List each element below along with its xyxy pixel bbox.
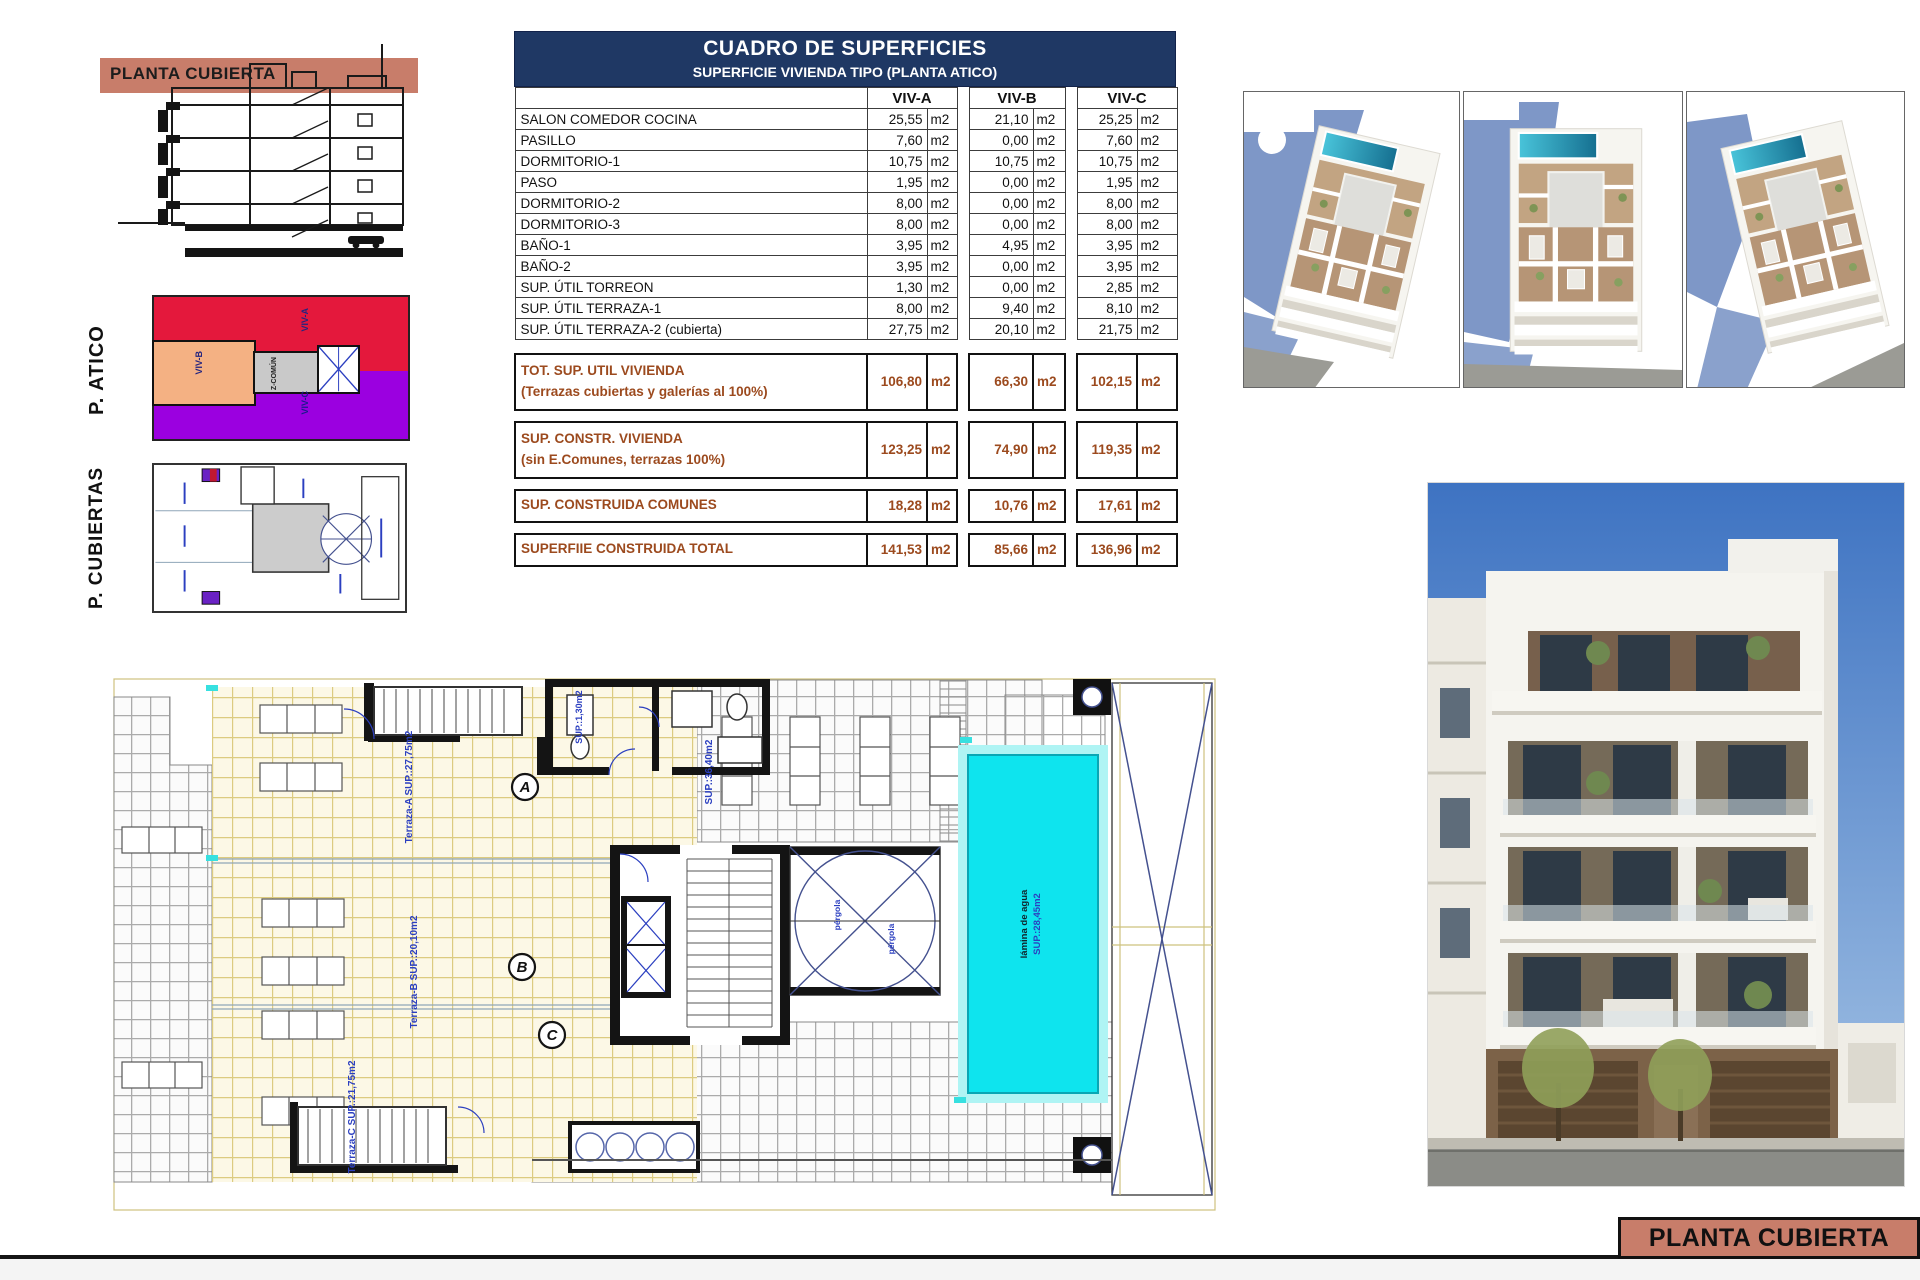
- spacer: [969, 478, 1033, 490]
- letter-a: A: [519, 779, 531, 796]
- value-viv-a: 3,95: [867, 256, 927, 277]
- value-viv-b: 20,10: [969, 319, 1033, 340]
- col-gap: [957, 130, 969, 151]
- label-terraza-b: Terraza-B SUP.:20,10m2: [409, 915, 420, 1029]
- stair-x-icon: [319, 347, 358, 391]
- col-header-viv-c: VIV-C: [1077, 88, 1177, 109]
- col-gap: [957, 172, 969, 193]
- spacer: [927, 522, 957, 534]
- col-gap: [1065, 214, 1077, 235]
- row-label: DORMITORIO-2: [515, 193, 867, 214]
- value-viv-a: 1,30: [867, 277, 927, 298]
- col-gap: [957, 319, 969, 340]
- col-gap: [1065, 319, 1077, 340]
- row-label: SALON COMEDOR COCINA: [515, 109, 867, 130]
- aerial-render-2: [1463, 91, 1683, 388]
- col-gap: [957, 298, 969, 319]
- table-header: [514, 31, 1176, 87]
- value-viv-c: 21,75: [1077, 319, 1137, 340]
- section-windows: [358, 114, 372, 223]
- unit-viv-c: m2: [1137, 277, 1177, 298]
- col-gap: [1065, 490, 1077, 522]
- col-gap: [957, 422, 969, 478]
- value-viv-a: 8,00: [867, 214, 927, 235]
- spacer: [927, 410, 957, 422]
- surface-table: [514, 31, 1176, 567]
- label-solarium: SUP.:36,40m2: [704, 739, 715, 805]
- spacer: [867, 522, 927, 534]
- value-viv-b: 0,00: [969, 256, 1033, 277]
- total-label: TOT. SUP. UTIL VIVIENDA (Terrazas cubiertas y galerías al 100%): [515, 354, 867, 410]
- total-unit-c: m2: [1137, 422, 1177, 478]
- col-gap: [1065, 193, 1077, 214]
- unit-viv-a: m2: [927, 298, 957, 319]
- col-gap: [957, 109, 969, 130]
- total-unit-a: m2: [927, 354, 957, 410]
- pool-label-area: SUP.:28,45m2: [1032, 893, 1043, 955]
- cubiertas-plan-title: P. CUBIERTAS: [86, 466, 107, 610]
- value-viv-c: 10,75: [1077, 151, 1137, 172]
- total-label: SUP. CONSTRUIDA COMUNES: [515, 490, 867, 522]
- label-viv-a: VIV-A: [300, 308, 311, 332]
- unit-viv-c: m2: [1137, 151, 1177, 172]
- unit-viv-a: m2: [927, 277, 957, 298]
- spacer: [957, 410, 969, 422]
- spacer: [515, 522, 867, 534]
- unit-viv-b: m2: [1033, 319, 1065, 340]
- total-viv-c: 136,96: [1077, 534, 1137, 566]
- total-viv-a: 141,53: [867, 534, 927, 566]
- unit-viv-a: m2: [927, 256, 957, 277]
- col-gap: [957, 214, 969, 235]
- total-unit-c: m2: [1137, 490, 1177, 522]
- label-terraza-c: Terraza-C SUP.:21,75m2: [347, 1060, 358, 1174]
- col-gap: [1065, 277, 1077, 298]
- col-gap: [957, 193, 969, 214]
- row-label: SUP. ÚTIL TERRAZA-2 (cubierta): [515, 319, 867, 340]
- spacer: [969, 340, 1033, 354]
- spacer: [1137, 340, 1177, 354]
- row-label: BAÑO-2: [515, 256, 867, 277]
- value-viv-a: 8,00: [867, 298, 927, 319]
- planta-cubierta-band-label: PLANTA CUBIERTA: [110, 64, 276, 83]
- pool-label-name: lámina de agua: [1019, 889, 1030, 959]
- row-label: BAÑO-1: [515, 235, 867, 256]
- central-core: [610, 845, 790, 1045]
- letter-c: C: [546, 1027, 558, 1044]
- col-gap: [957, 235, 969, 256]
- unit-viv-c: m2: [1137, 319, 1177, 340]
- spacer: [1137, 410, 1177, 422]
- spacer: [1077, 522, 1137, 534]
- value-viv-c: 3,95: [1077, 235, 1137, 256]
- total-viv-b: 66,30: [969, 354, 1033, 410]
- pergola-label-2: pérgola: [886, 923, 896, 955]
- col-gap: [957, 354, 969, 410]
- value-viv-c: 3,95: [1077, 256, 1137, 277]
- spacer: [927, 340, 957, 354]
- spacer: [957, 340, 969, 354]
- spacer: [969, 410, 1033, 422]
- spacer: [515, 410, 867, 422]
- col-gap: [1065, 88, 1077, 109]
- total-viv-a: 106,80: [867, 354, 927, 410]
- total-unit-b: m2: [1033, 534, 1065, 566]
- row-label: SUP. ÚTIL TORREON: [515, 277, 867, 298]
- col-gap: [1065, 151, 1077, 172]
- spacer: [1065, 522, 1077, 534]
- col-gap: [957, 256, 969, 277]
- total-unit-a: m2: [927, 534, 957, 566]
- col-gap: [1065, 172, 1077, 193]
- spacer: [867, 478, 927, 490]
- spacer: [1033, 478, 1065, 490]
- table-title: CUADRO DE SUPERFICIES: [703, 37, 987, 60]
- spacer: [867, 410, 927, 422]
- col-gap: [1065, 235, 1077, 256]
- spacer: [1033, 340, 1065, 354]
- value-viv-b: 4,95: [969, 235, 1033, 256]
- total-viv-b: 74,90: [969, 422, 1033, 478]
- table-subtitle: SUPERFICIE VIVIENDA TIPO (PLANTA ATICO): [692, 64, 998, 80]
- label-viv-c: VIV-C: [300, 390, 311, 415]
- col-gap: [1065, 534, 1077, 566]
- col-gap: [1065, 354, 1077, 410]
- vent-box-top: [1073, 679, 1111, 715]
- atico-key-plan: [152, 295, 410, 441]
- total-viv-b: 85,66: [969, 534, 1033, 566]
- value-viv-c: 8,00: [1077, 214, 1137, 235]
- spacer: [957, 522, 969, 534]
- total-unit-b: m2: [1033, 490, 1065, 522]
- spacer: [969, 522, 1033, 534]
- unit-viv-b: m2: [1033, 235, 1065, 256]
- col-gap: [1065, 256, 1077, 277]
- unit-viv-a: m2: [927, 214, 957, 235]
- value-viv-a: 3,95: [867, 235, 927, 256]
- letter-b: B: [516, 959, 528, 976]
- unit-viv-a: m2: [927, 130, 957, 151]
- spacer: [957, 478, 969, 490]
- cubiertas-key-plan: [152, 463, 407, 613]
- label-terraza-a: Terraza-A SUP.:27,75m2: [404, 730, 415, 844]
- spacer: [515, 340, 867, 354]
- spacer: [1065, 340, 1077, 354]
- value-viv-b: 0,00: [969, 172, 1033, 193]
- unit-viv-c: m2: [1137, 130, 1177, 151]
- total-label: SUP. CONSTR. VIVIENDA (sin E.Comunes, terrazas 100%): [515, 422, 867, 478]
- pergola-label-1: pérgola: [832, 899, 842, 931]
- zone-viv-b: [152, 340, 256, 407]
- total-unit-c: m2: [1137, 354, 1177, 410]
- value-viv-b: 0,00: [969, 130, 1033, 151]
- total-unit-a: m2: [927, 490, 957, 522]
- total-unit-b: m2: [1033, 422, 1065, 478]
- value-viv-a: 27,75: [867, 319, 927, 340]
- value-viv-b: 10,75: [969, 151, 1033, 172]
- label-torreon: SUP.:1,30m2: [574, 690, 584, 744]
- stair-core-box: [317, 345, 360, 393]
- car-icon: [348, 236, 384, 248]
- total-viv-c: 102,15: [1077, 354, 1137, 410]
- aerial-render-1: [1243, 91, 1460, 388]
- unit-viv-a: m2: [927, 193, 957, 214]
- value-viv-b: 0,00: [969, 214, 1033, 235]
- unit-viv-a: m2: [927, 109, 957, 130]
- total-label: SUPERFIIE CONSTRUIDA TOTAL: [515, 534, 867, 566]
- spacer: [1077, 410, 1137, 422]
- total-unit-c: m2: [1137, 534, 1177, 566]
- row-label: PASILLO: [515, 130, 867, 151]
- cubiertas-linework: [154, 465, 405, 611]
- value-viv-a: 8,00: [867, 193, 927, 214]
- label-comun: Z-COMÚN: [270, 356, 278, 390]
- pool: [958, 745, 1108, 1103]
- value-viv-c: 25,25: [1077, 109, 1137, 130]
- spacer: [1077, 340, 1137, 354]
- roof-floor-plan: [112, 677, 1217, 1212]
- unit-viv-b: m2: [1033, 256, 1065, 277]
- unit-viv-c: m2: [1137, 172, 1177, 193]
- unit-viv-a: m2: [927, 319, 957, 340]
- spacer: [1137, 478, 1177, 490]
- unit-viv-b: m2: [1033, 130, 1065, 151]
- sheet-title-box: [1618, 1217, 1920, 1259]
- col-gap: [1065, 422, 1077, 478]
- col-gap: [1065, 130, 1077, 151]
- total-unit-a: m2: [927, 422, 957, 478]
- col-header-viv-a: VIV-A: [867, 88, 957, 109]
- col-gap: [957, 88, 969, 109]
- spacer: [1137, 522, 1177, 534]
- value-viv-b: 9,40: [969, 298, 1033, 319]
- unit-viv-b: m2: [1033, 151, 1065, 172]
- unit-viv-c: m2: [1137, 214, 1177, 235]
- spacer: [927, 478, 957, 490]
- row-label: PASO: [515, 172, 867, 193]
- total-viv-a: 123,25: [867, 422, 927, 478]
- value-viv-b: 0,00: [969, 277, 1033, 298]
- total-viv-c: 17,61: [1077, 490, 1137, 522]
- sheet-title: PLANTA CUBIERTA: [1648, 1223, 1890, 1252]
- value-viv-c: 1,95: [1077, 172, 1137, 193]
- total-unit-b: m2: [1033, 354, 1065, 410]
- row-label: DORMITORIO-3: [515, 214, 867, 235]
- top-stair: [344, 683, 522, 742]
- total-viv-b: 10,76: [969, 490, 1033, 522]
- col-gap: [957, 277, 969, 298]
- col-gap: [957, 490, 969, 522]
- value-viv-a: 10,75: [867, 151, 927, 172]
- unit-viv-b: m2: [1033, 193, 1065, 214]
- col-gap: [957, 151, 969, 172]
- street: [1428, 1138, 1905, 1187]
- sheet-margin: [0, 1259, 1920, 1280]
- aerial-render-3: [1686, 91, 1905, 388]
- value-viv-b: 21,10: [969, 109, 1033, 130]
- spacer: [515, 478, 867, 490]
- value-viv-c: 2,85: [1077, 277, 1137, 298]
- unit-viv-b: m2: [1033, 298, 1065, 319]
- unit-viv-a: m2: [927, 172, 957, 193]
- spacer: [1033, 410, 1065, 422]
- total-viv-a: 18,28: [867, 490, 927, 522]
- section-stairs: [292, 88, 328, 237]
- unit-viv-c: m2: [1137, 298, 1177, 319]
- row-label: SUP. ÚTIL TERRAZA-1: [515, 298, 867, 319]
- unit-viv-c: m2: [1137, 193, 1177, 214]
- spacer: [867, 340, 927, 354]
- col-gap: [957, 534, 969, 566]
- unit-viv-c: m2: [1137, 109, 1177, 130]
- unit-viv-c: m2: [1137, 235, 1177, 256]
- value-viv-c: 8,10: [1077, 298, 1137, 319]
- unit-viv-b: m2: [1033, 277, 1065, 298]
- unit-viv-c: m2: [1137, 256, 1177, 277]
- pergola-skylight: [790, 847, 940, 995]
- value-viv-c: 7,60: [1077, 130, 1137, 151]
- spacer: [1077, 478, 1137, 490]
- neighbor-building-left: [1428, 598, 1486, 1187]
- building-section-drawing: [100, 30, 430, 286]
- unit-viv-b: m2: [1033, 109, 1065, 130]
- col-gap: [1065, 298, 1077, 319]
- water-tanks: [570, 1123, 698, 1171]
- value-viv-b: 0,00: [969, 193, 1033, 214]
- spacer: [1065, 410, 1077, 422]
- total-viv-c: 119,35: [1077, 422, 1137, 478]
- col-header-empty: [515, 88, 867, 109]
- value-viv-a: 1,95: [867, 172, 927, 193]
- row-label: DORMITORIO-1: [515, 151, 867, 172]
- value-viv-a: 7,60: [867, 130, 927, 151]
- unit-viv-b: m2: [1033, 172, 1065, 193]
- value-viv-c: 8,00: [1077, 193, 1137, 214]
- col-header-viv-b: VIV-B: [969, 88, 1065, 109]
- vent-box-bottom: [1073, 1137, 1111, 1173]
- col-gap: [1065, 109, 1077, 130]
- atico-plan-title: P. ATICO: [86, 325, 108, 415]
- surface-table-grid: [514, 87, 1178, 567]
- unit-viv-b: m2: [1033, 214, 1065, 235]
- facade-render: [1427, 482, 1905, 1187]
- spacer: [1065, 478, 1077, 490]
- unit-viv-a: m2: [927, 151, 957, 172]
- label-viv-b: VIV-B: [193, 350, 204, 375]
- unit-viv-a: m2: [927, 235, 957, 256]
- value-viv-a: 25,55: [867, 109, 927, 130]
- spacer: [1033, 522, 1065, 534]
